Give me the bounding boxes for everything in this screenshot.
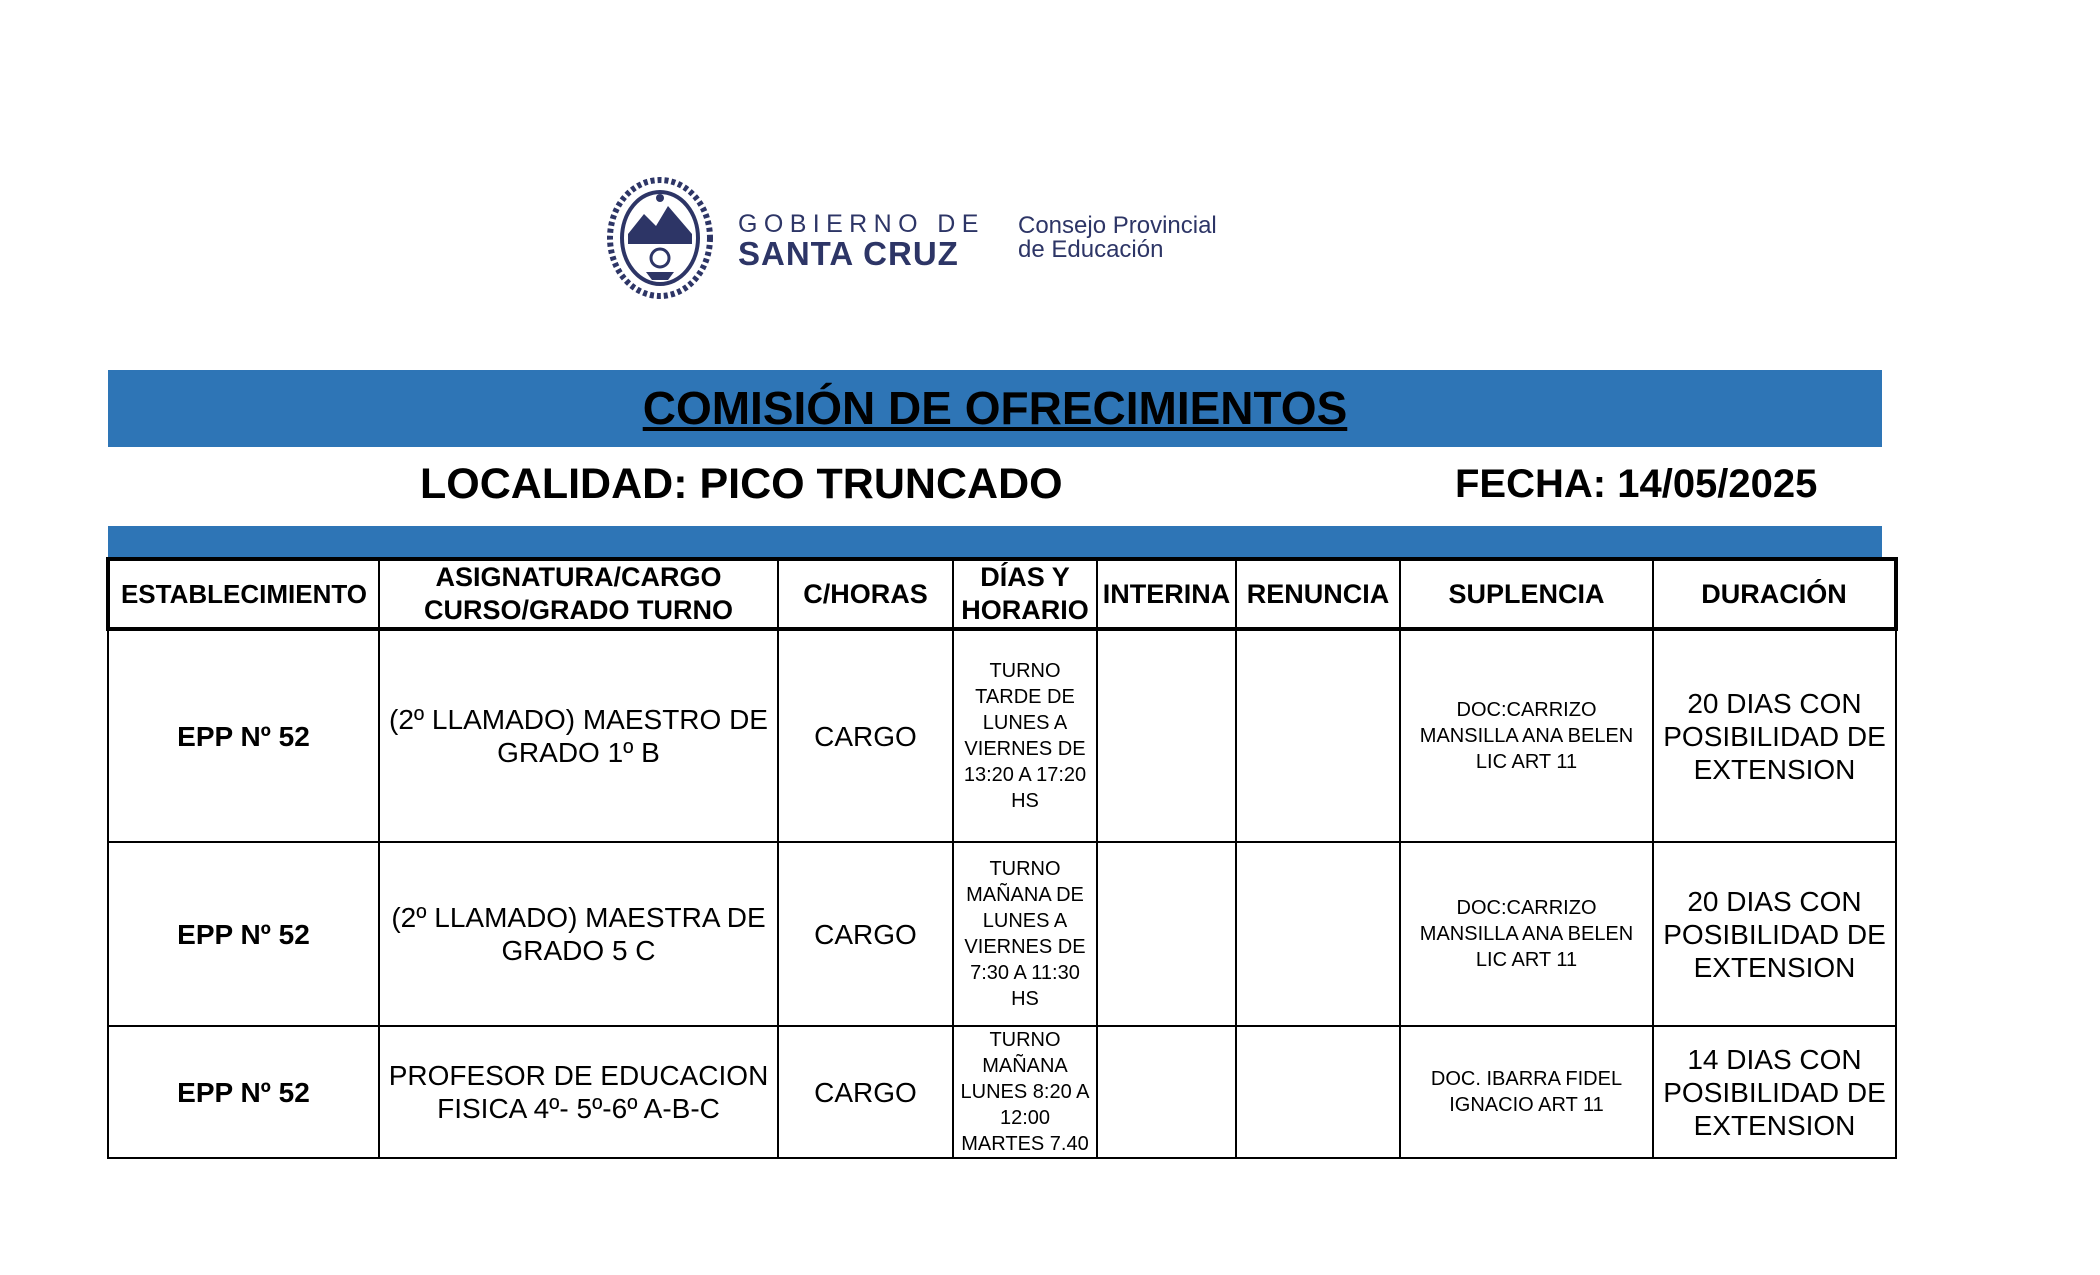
header-renuncia (1236, 559, 1400, 629)
cell-interina (1097, 1026, 1236, 1158)
cell-line: ESTABLECIMIENTO (120, 578, 368, 609)
table-row (108, 629, 1896, 842)
cell-line: MARTES 7.40 (961, 1133, 1089, 1155)
cell-duracion (1653, 1026, 1896, 1158)
cell-line: EXTENSION (1693, 951, 1856, 983)
cell-line: GRADO 1º B (497, 737, 660, 768)
cell-line: GRADO 5 C (501, 935, 656, 966)
cell-duracion (1653, 842, 1896, 1026)
cell-line: CURSO/GRADO TURNO (424, 595, 733, 625)
header-horario (953, 559, 1097, 629)
cell-establecimiento (108, 1026, 379, 1158)
cell-line: LUNES A (982, 910, 1068, 932)
council-line2: de Educación (1018, 236, 1164, 263)
cell-establecimiento (108, 629, 379, 842)
locality-label: LOCALIDAD: PICO TRUNCADO (420, 460, 1063, 508)
cell-line: (2º LLAMADO) MAESTRA DE (391, 902, 766, 933)
cell-line: 12:00 (999, 1107, 1051, 1129)
cell-suplencia (1400, 629, 1653, 842)
cell-line: DURACIÓN (1701, 578, 1847, 609)
cell-renuncia (1236, 1026, 1400, 1158)
cell-line: TURNO (989, 1029, 1061, 1051)
cell-line: TURNO (989, 858, 1061, 880)
cell-line: MAÑANA DE (966, 884, 1084, 906)
provincial-seal-icon (606, 176, 714, 300)
cell-line: DOC:CARRIZO (1456, 897, 1597, 919)
cell-duracion (1653, 629, 1896, 842)
cell-horario (953, 629, 1097, 842)
government-wordmark (738, 210, 985, 273)
header-duracion (1653, 559, 1896, 629)
title-band (108, 370, 1882, 447)
cell-line: INTERINA (1102, 578, 1231, 609)
cell-establecimiento (108, 842, 379, 1026)
cell-asignatura (379, 842, 778, 1026)
cell-line: LIC ART 11 (1475, 751, 1578, 773)
cell-line: POSIBILIDAD DE (1663, 720, 1886, 752)
cell-line: CARGO (814, 1076, 917, 1108)
cell-line: MANSILLA ANA BELEN (1419, 725, 1634, 747)
cell-renuncia (1236, 629, 1400, 842)
cell-line: HORARIO (961, 595, 1089, 625)
cell-line: 20 DIAS CON (1687, 885, 1862, 917)
cell-line: DOC:CARRIZO (1456, 699, 1597, 721)
cell-asignatura (379, 1026, 778, 1158)
cell-line: VIERNES DE (964, 936, 1086, 958)
table-header-row (108, 559, 1896, 629)
cell-line: FISICA 4º- 5º-6º A-B-C (437, 1093, 720, 1124)
cell-line: EPP Nº 52 (177, 720, 310, 752)
cell-line: DÍAS Y (980, 562, 1070, 592)
cell-horas (778, 629, 953, 842)
offers-table (106, 557, 1898, 1159)
cell-horas (778, 842, 953, 1026)
cell-line: LUNES A (982, 712, 1068, 734)
cell-line: EXTENSION (1693, 1109, 1856, 1141)
cell-line: 14 DIAS CON (1687, 1043, 1862, 1075)
separator-band (108, 526, 1882, 558)
council-line1: Consejo Provincial (1018, 212, 1217, 239)
council-wordmark (1018, 214, 1217, 262)
cell-line: EXTENSION (1693, 753, 1856, 785)
cell-line: LIC ART 11 (1475, 949, 1578, 971)
cell-line: LUNES 8:20 A (960, 1081, 1090, 1103)
header-suplencia (1400, 559, 1653, 629)
cell-line: CARGO (814, 918, 917, 950)
cell-line: VIERNES DE (964, 738, 1086, 760)
gov-line1: GOBIERNO DE (738, 210, 985, 238)
cell-horario (953, 1026, 1097, 1158)
cell-line: EPP Nº 52 (177, 918, 310, 950)
cell-line: MANSILLA ANA BELEN (1419, 923, 1634, 945)
cell-line: HS (1011, 988, 1039, 1010)
page-title: COMISIÓN DE OFRECIMIENTOS (642, 382, 1348, 434)
cell-suplencia (1400, 842, 1653, 1026)
header-interina (1097, 559, 1236, 629)
cell-line: 20 DIAS CON (1687, 687, 1862, 719)
cell-line: DOC. IBARRA FIDEL (1430, 1068, 1623, 1090)
cell-line: EPP Nº 52 (177, 1076, 310, 1108)
cell-line: POSIBILIDAD DE (1663, 1076, 1886, 1108)
cell-line: 13:20 A 17:20 (963, 764, 1087, 786)
cell-horario (953, 842, 1097, 1026)
letterhead (0, 0, 2100, 320)
cell-renuncia (1236, 842, 1400, 1026)
cell-line: CARGO (814, 720, 917, 752)
cell-asignatura (379, 629, 778, 842)
cell-line: ASIGNATURA/CARGO (435, 562, 722, 592)
cell-horas (778, 1026, 953, 1158)
table-row (108, 1026, 1896, 1158)
header-establecimiento (108, 559, 379, 629)
cell-line: C/HORAS (803, 578, 928, 609)
table-row (108, 842, 1896, 1026)
cell-line: MAÑANA (982, 1055, 1068, 1077)
cell-line: HS (1011, 790, 1039, 812)
gov-line2: SANTA CRUZ (738, 235, 959, 272)
cell-line: TARDE DE (975, 686, 1075, 708)
cell-interina (1097, 842, 1236, 1026)
cell-line: 7:30 A 11:30 (970, 962, 1080, 984)
cell-suplencia (1400, 1026, 1653, 1158)
cell-line: RENUNCIA (1246, 578, 1390, 609)
header-asignatura (379, 559, 778, 629)
cell-line: IGNACIO ART 11 (1449, 1094, 1604, 1116)
cell-line: (2º LLAMADO) MAESTRO DE (389, 704, 768, 735)
cell-line: PROFESOR DE EDUCACION (388, 1060, 769, 1091)
date-label: FECHA: 14/05/2025 (1455, 462, 1818, 506)
cell-line: SUPLENCIA (1448, 578, 1605, 609)
cell-line: POSIBILIDAD DE (1663, 918, 1886, 950)
header-horas (778, 559, 953, 629)
cell-line: TURNO (989, 660, 1061, 682)
cell-interina (1097, 629, 1236, 842)
